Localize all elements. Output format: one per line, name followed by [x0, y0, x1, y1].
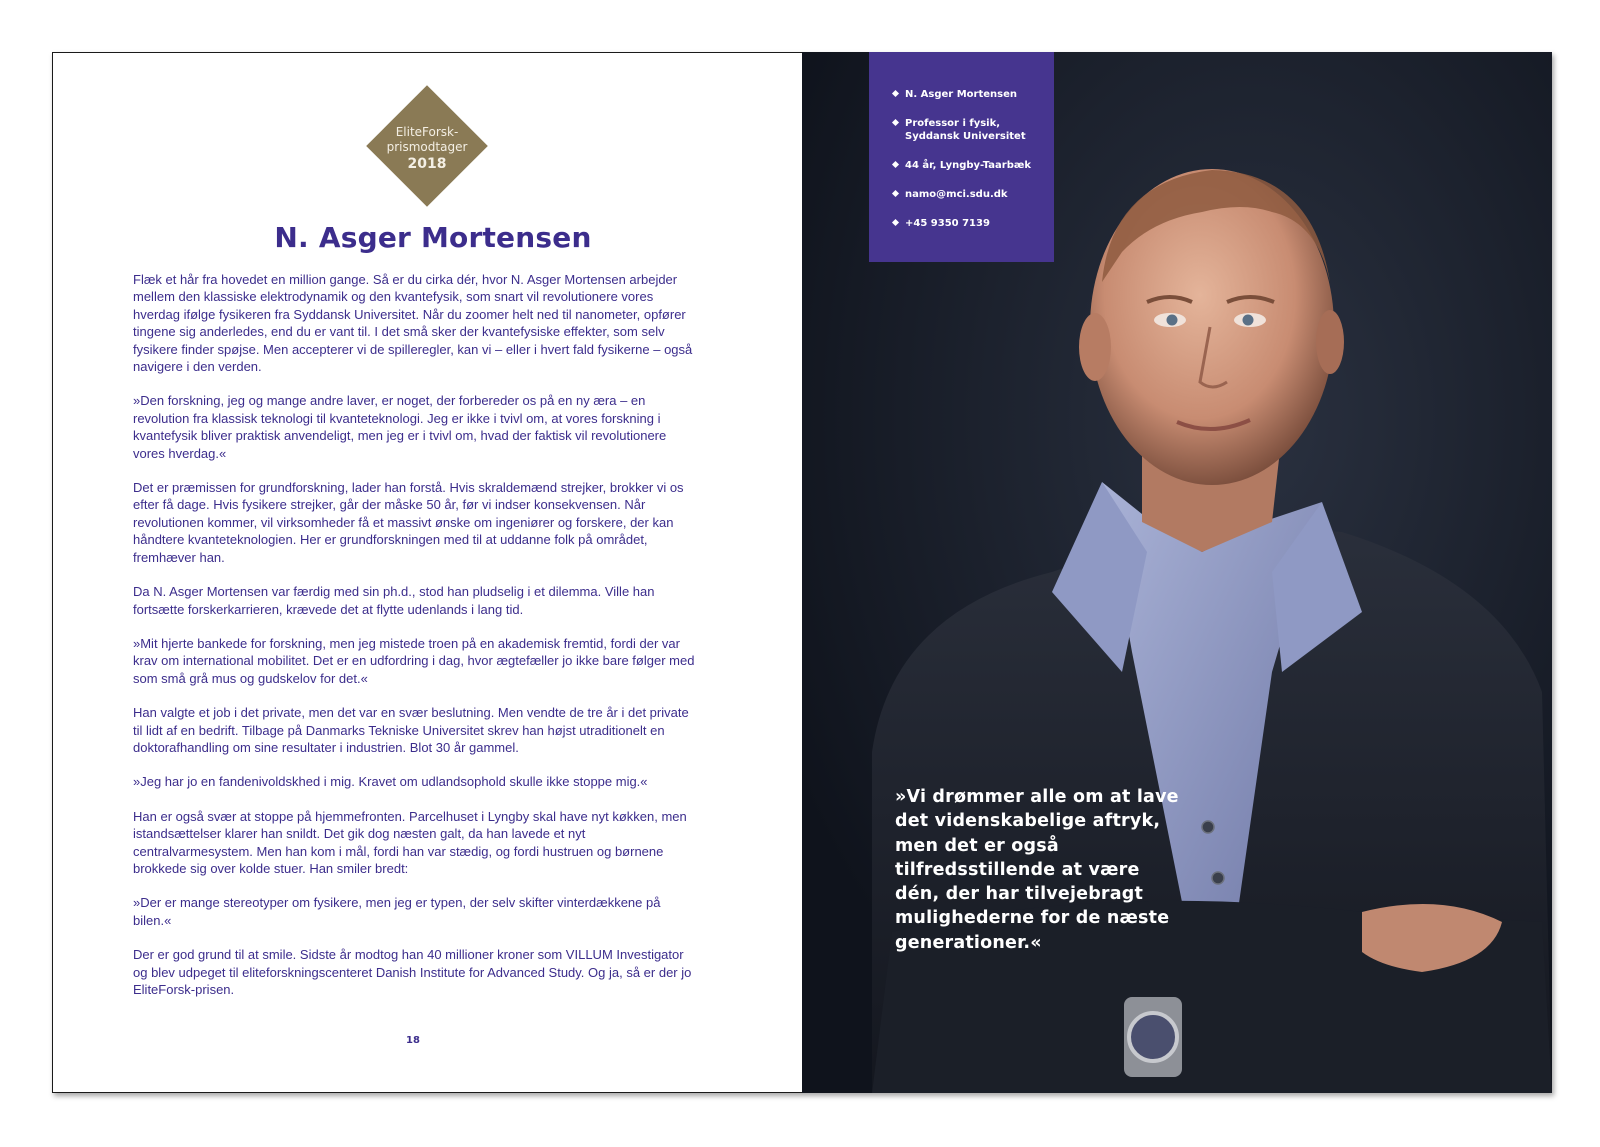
magazine-spread	[52, 52, 1552, 1093]
badge-line-1: EliteForsk-	[395, 125, 459, 139]
contact-info-box	[869, 52, 1054, 262]
diamond-bullet-icon	[892, 90, 899, 97]
badge-year: 2018	[407, 156, 447, 172]
article-paragraph: Han er også svær at stoppe på hjemmefronten. Parcelhuset i Lyngby skal have nyt køkken, men istandsættelser klarer han snildt. Det gik dog næsten galt, da han lavede et nyt centralvarmesystem. Men han kom i mål, fordi han var stædig, og fordi hustruen og børnene brokkede sig over kolde stuer. Han smiler bredt:	[133, 808, 687, 876]
info-phone-text: +45 9350 7139	[905, 218, 990, 229]
badge-line-2: prismodtager	[386, 140, 468, 154]
badge-text	[366, 125, 488, 172]
article-paragraph: »Mit hjerte bankede for forskning, men jeg mistede troen på en akademisk fremtid, fordi der var krav om international mobilitet. Det er en udfordring i dag, hvor ægtefæller jo ikke bare følger med som små grå mus og gudskelov for det.«	[133, 635, 695, 686]
diamond-bullet-icon	[892, 190, 899, 197]
pull-quote: »Vi drømmer alle om at lave det videnskabelige aftryk, men det er også tilfredsstillende at være dén, der har tilvejebragt mulighederne for de næste generationer.«	[895, 787, 1179, 953]
info-age-location-text: 44 år, Lyngby-Taarbæk	[905, 160, 1031, 171]
info-email-text: namo@mci.sdu.dk	[905, 189, 1008, 200]
info-title-line-2: Syddansk Universitet	[905, 131, 1026, 142]
award-badge	[366, 85, 488, 207]
diamond-bullet-icon	[892, 161, 899, 168]
article-paragraph: Han valgte et job i det private, men det var en svær beslutning. Men vendte de tre år i det private til lidt af en bedrift. Tilbage på Danmarks Tekniske Universitet skrev han højst utraditionelt en doktorafhandling om sine resultater i industrien. Blot 30 år gammel.	[133, 705, 689, 755]
article-body	[133, 271, 698, 1015]
article-paragraph: »Jeg har jo en fandenivoldskhed i mig. Kravet om udlandsophold skulle ikke stoppe mig.«	[133, 774, 648, 790]
right-page	[802, 52, 1552, 1093]
article-paragraph: »Der er mange stereotyper om fysikere, men jeg er typen, der selv skifter vinterdækkene på bilen.«	[133, 895, 661, 928]
left-page	[52, 52, 802, 1093]
info-name-text: N. Asger Mortensen	[905, 89, 1017, 100]
info-name	[893, 88, 1054, 101]
info-phone	[893, 217, 1054, 230]
page-number: 18	[406, 1035, 420, 1046]
article-paragraph: Flæk et hår fra hovedet en million gange. Så er du cirka dér, hvor N. Asger Mortensen arbejder mellem den klassiske elektrodynamik og den kvantefysik, som snart vil revolutionere vores hverdag ifølge fysikeren fra Syddansk Universitet. Når du zoomer helt ned til nanometer, opfører tingene sig anderledes, end du er vant til. I det små sker der kvantefysiske effekter, som selv fysikere finder spøjse. Men accepterer vi de spilleregler, kan vi – eller i hvert fald fysikerne – også navigere i den verden.	[133, 272, 693, 375]
article-paragraph: Da N. Asger Mortensen var færdig med sin ph.d., stod han pludselig i et dilemma. Ville han fortsætte forskerkarrieren, krævede det at flytte udenlands i lang tid.	[133, 584, 655, 617]
article-paragraph: Der er god grund til at smile. Sidste år modtog han 40 millioner kroner som VILLUM Investigator og blev udpeget til eliteforskningscenteret Danish Institute for Advanced Study. Og ja, så er der jo EliteForsk-prisen.	[133, 947, 692, 997]
diamond-bullet-icon	[892, 219, 899, 226]
article-paragraph: »Den forskning, jeg og mange andre laver, er noget, der forbereder os på en ny æra – en revolution fra klassisk teknologi til kvanteteknologi. Jeg er ikke i tvivl om, at vores forskning i kvantefysik bliver praktisk anvendeligt, men jeg er i tvivl om, hvad der faktisk vil revolutionere vores hverdag.«	[133, 393, 667, 461]
diamond-bullet-icon	[892, 119, 899, 126]
article-paragraph: Det er præmissen for grundforskning, lader han forstå. Hvis skraldemænd strejker, brokker vi os efter få dage. Hvis fysikere strejker, går der måske 50 år, før vi indser konsekvensen. Når revolutionen kommer, vil virksomheder få et massivt ønske om ingeniører og forskere, der kan håndtere kvanteteknologien. Her er grundforskningen med til at uddanne folk på området, fremhæver han.	[133, 480, 684, 565]
info-age-location	[893, 159, 1054, 172]
page-title: N. Asger Mortensen	[274, 221, 592, 254]
info-email	[893, 188, 1054, 201]
info-title	[893, 117, 1054, 143]
info-title-line-1: Professor i fysik,	[905, 118, 1001, 129]
